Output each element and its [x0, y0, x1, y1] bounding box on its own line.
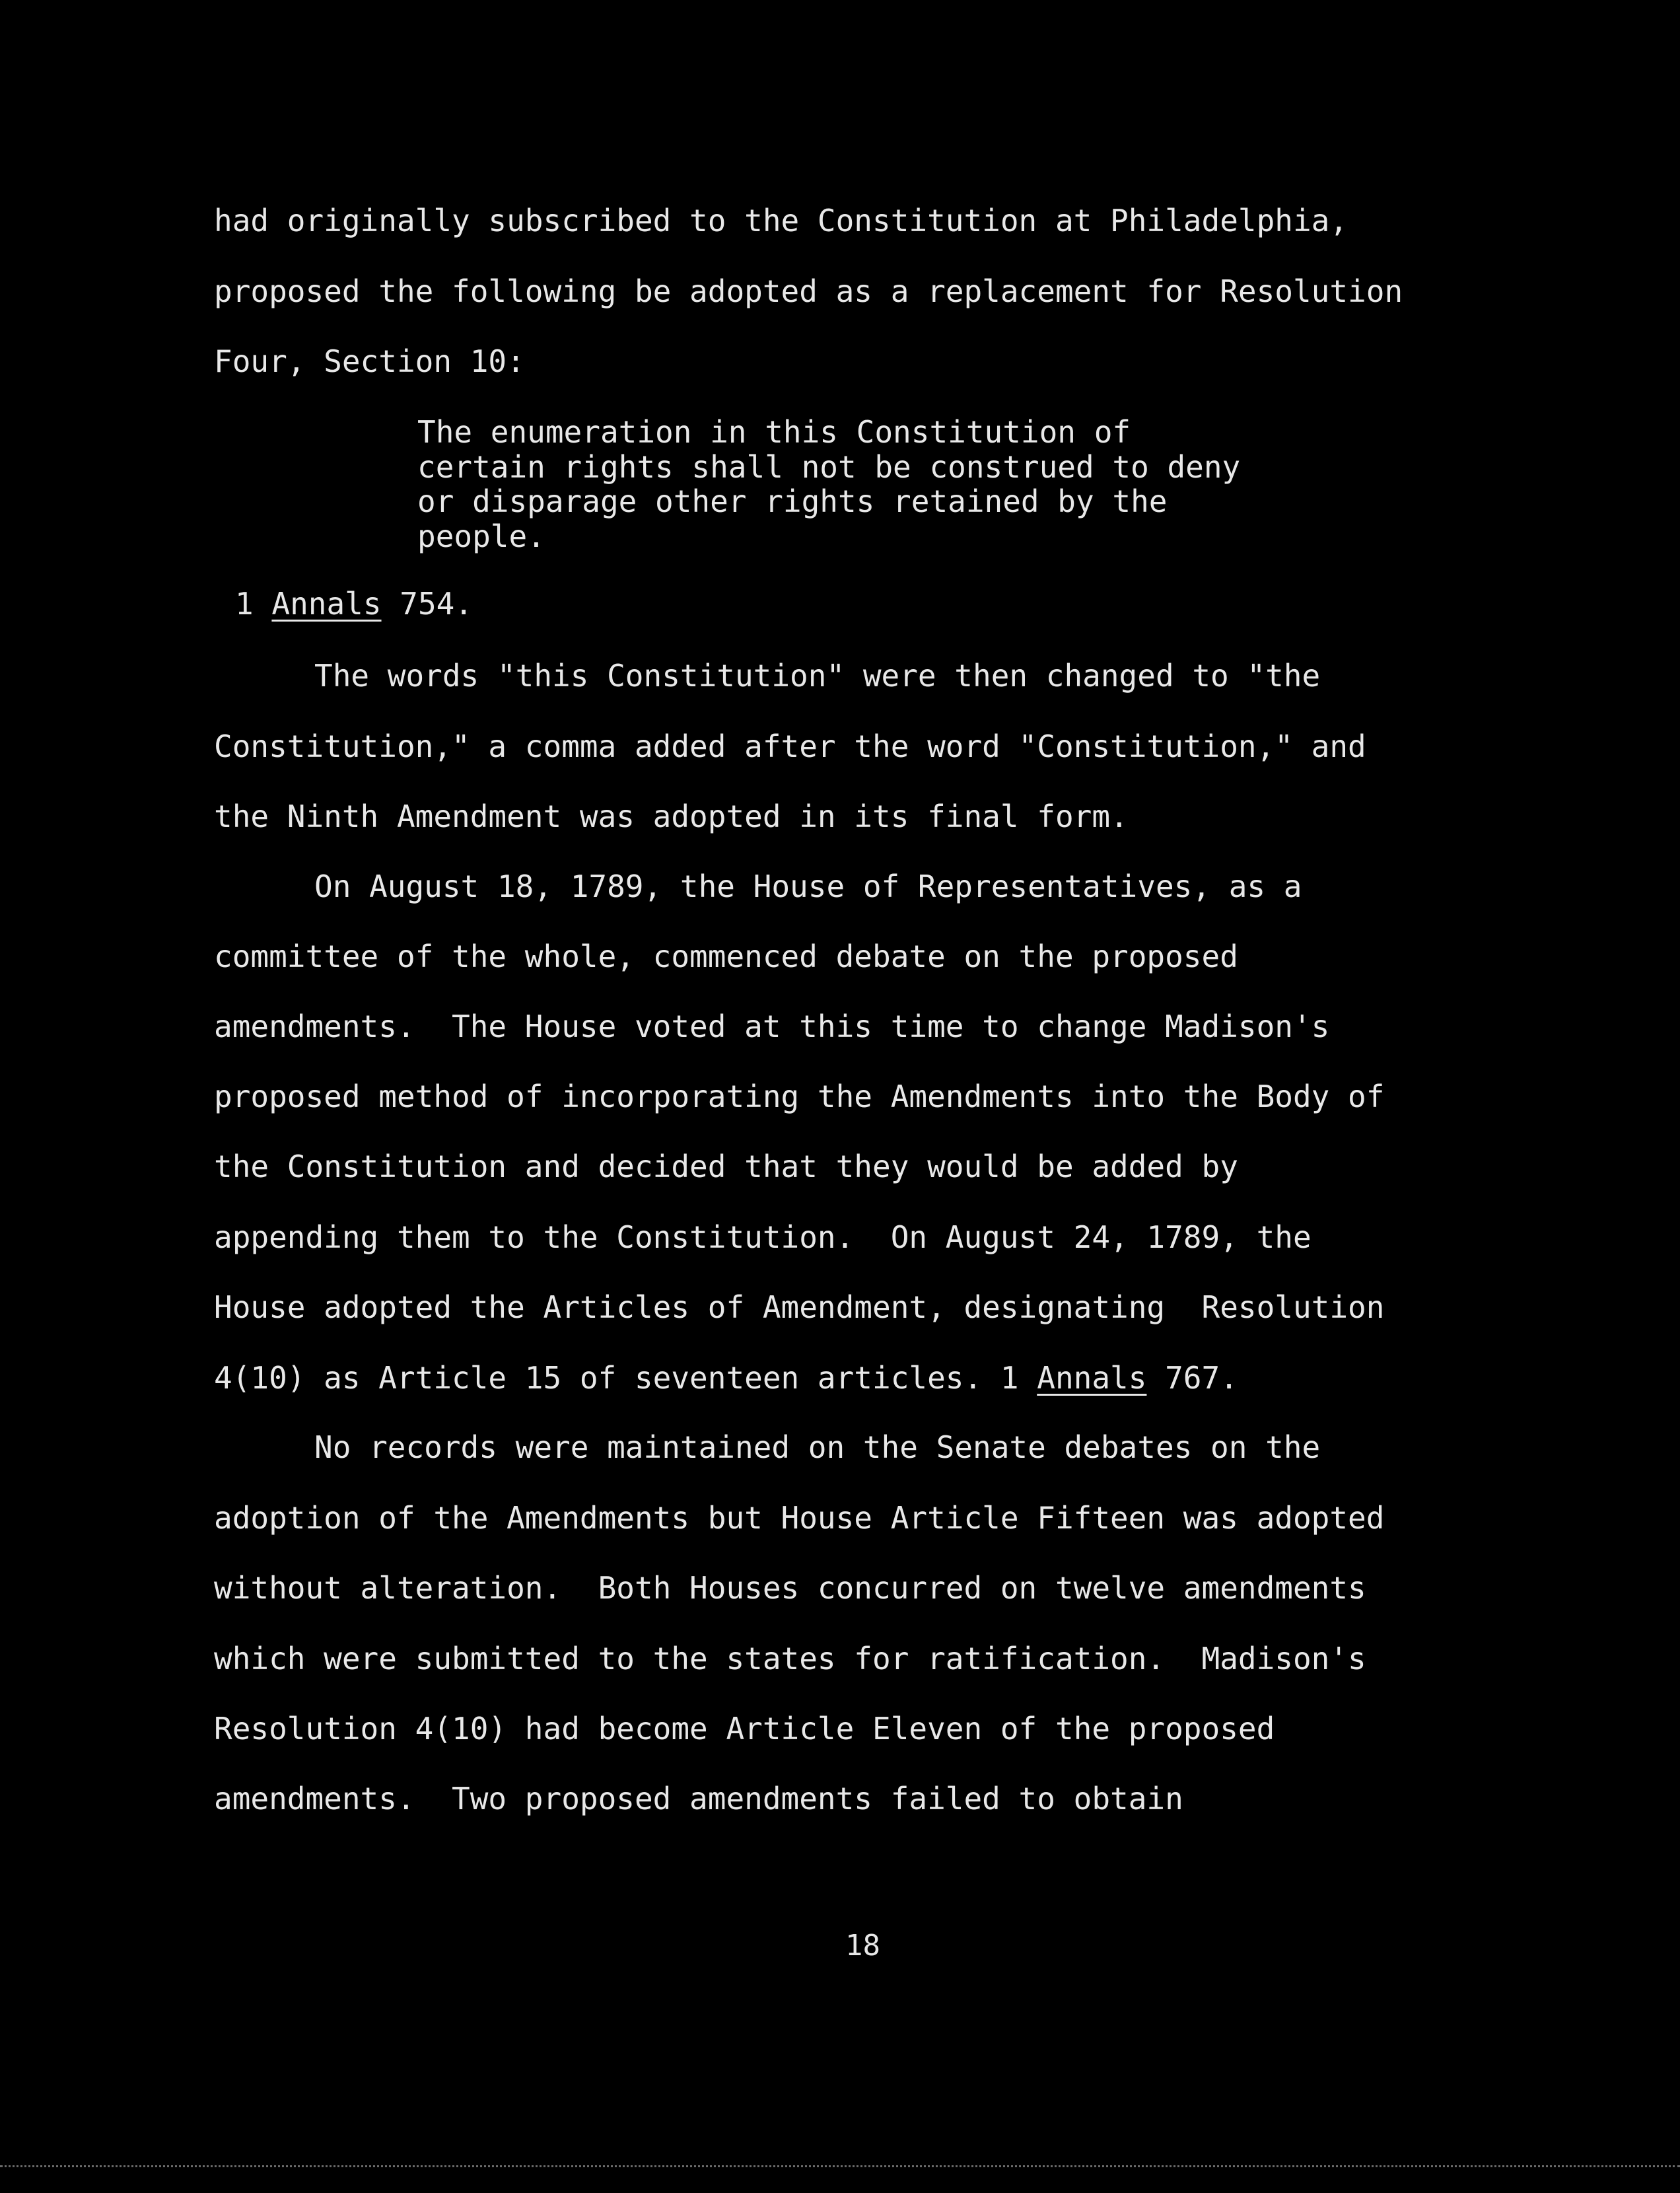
text-line: amendments. The House voted at this time to change Madison's [214, 1009, 1330, 1044]
text-line: without alteration. Both Houses concurred on twelve amendments [214, 1570, 1366, 1606]
quote-line: certain rights shall not be construed to deny [417, 449, 1241, 485]
text-segment: 4(10) as Article 15 of seventeen articles. 1 [214, 1360, 1037, 1396]
text-segment: 767. [1146, 1360, 1238, 1396]
text-line: which were submitted to the states for ratification. Madison's [214, 1641, 1366, 1676]
citation [235, 585, 473, 622]
text-line: adoption of the Amendments but House Article Fifteen was adopted [214, 1500, 1385, 1536]
paragraph-first-line: The words "this Constitution" were then changed to "the [314, 658, 1321, 694]
text-line: committee of the whole, commenced debate on the proposed [214, 939, 1238, 974]
text-line: Constitution," a comma added after the word "Constitution," and [214, 729, 1366, 764]
paragraph-first-line: No records were maintained on the Senate debates on the [314, 1429, 1321, 1465]
quote-line: or disparage other rights retained by the [417, 484, 1168, 519]
citation-title: Annals [1037, 1360, 1147, 1396]
quote-line: people. [417, 519, 545, 554]
page-number: 18 [845, 1929, 880, 1962]
text-line: proposed the following be adopted as a replacement for Resolution [214, 273, 1403, 309]
text-line: proposed method of incorporating the Amendments into the Body of [214, 1079, 1385, 1114]
quote-line: The enumeration in this Constitution of [417, 414, 1131, 450]
text-line: the Constitution and decided that they would be added by [214, 1149, 1238, 1184]
text-line: amendments. Two proposed amendments failed to obtain [214, 1781, 1183, 1816]
text-line: Four, Section 10: [214, 343, 525, 379]
citation-page: 754. [381, 586, 473, 622]
text-line: had originally subscribed to the Constitution at Philadelphia, [214, 203, 1348, 238]
text-line: the Ninth Amendment was adopted in its final form. [214, 799, 1129, 834]
text-line: appending them to the Constitution. On August 24, 1789, the [214, 1219, 1312, 1255]
text-line [214, 1359, 1238, 1396]
text-line: Resolution 4(10) had become Article Eleven of the proposed [214, 1711, 1275, 1746]
scan-edge-divider [0, 2165, 1680, 2167]
text-line: House adopted the Articles of Amendment, designating Resolution [214, 1289, 1385, 1325]
citation-volume: 1 [235, 586, 272, 622]
citation-title: Annals [271, 586, 382, 622]
paragraph-first-line: On August 18, 1789, the House of Representatives, as a [314, 869, 1302, 904]
